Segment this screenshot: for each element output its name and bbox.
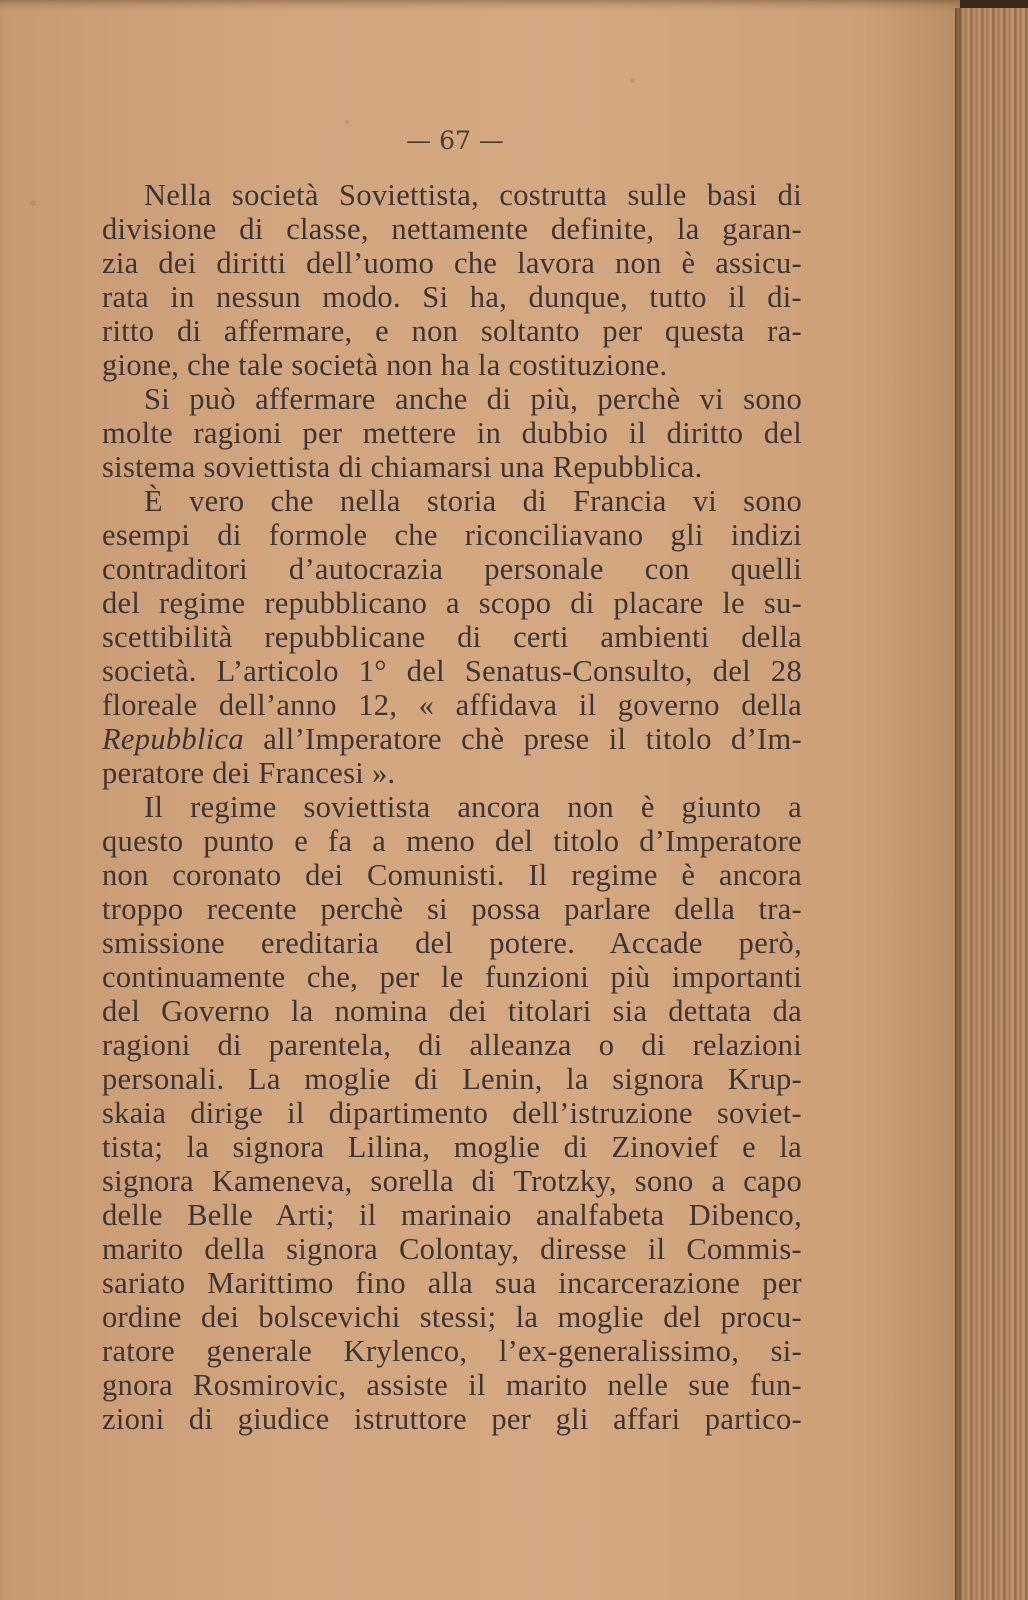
text-line: smissione ereditaria del potere. Accade però,	[102, 926, 802, 960]
text-line: del regime repubblicano a scopo di placare le su-	[102, 586, 802, 620]
text-line: società. L’articolo 1° del Senatus-Consulto, del 28	[102, 654, 802, 688]
text-line: divisione di classe, nettamente definite, la garan-	[102, 212, 802, 246]
text-line: troppo recente perchè si possa parlare della tra-	[102, 892, 802, 926]
paper-stain	[30, 200, 36, 206]
text-line: Repubblica all’Imperatore chè prese il titolo d’Im-	[102, 722, 802, 756]
italic-word: Repubblica	[102, 722, 244, 756]
text-line: continuamente che, per le funzioni più importanti	[102, 960, 802, 994]
text-line: È vero che nella storia di Francia vi sono	[144, 484, 802, 518]
text-line: Si può affermare anche di più, perchè vi sono	[144, 382, 802, 416]
page-number: — 67 —	[406, 126, 504, 155]
text-line: del Governo la nomina dei titolari sia dettata da	[102, 994, 802, 1028]
book-page-edges	[955, 8, 1028, 1600]
text-line: sistema soviettista di chiamarsi una Repubblica.	[102, 450, 703, 484]
text-line: non coronato dei Comunisti. Il regime è ancora	[102, 858, 802, 892]
text-line: gione, che tale società non ha la costituzione.	[102, 348, 668, 382]
page-text	[102, 178, 802, 1436]
text-line: gnora Rosmirovic, assiste il marito nelle sue fun-	[102, 1368, 802, 1402]
text-line: Nella società Soviettista, costrutta sulle basi di	[144, 178, 802, 212]
text-line: signora Kameneva, sorella di Trotzky, sono a capo	[102, 1164, 802, 1198]
text-line: ordine dei bolscevichi stessi; la moglie del procu-	[102, 1300, 802, 1334]
paper-stain	[345, 120, 349, 124]
text-line: zia dei diritti dell’uomo che lavora non è assicu-	[102, 246, 802, 280]
text-line: zioni di giudice istruttore per gli affari partico-	[102, 1402, 802, 1436]
text-line: tista; la signora Lilina, moglie di Zinovief e la	[102, 1130, 802, 1164]
paper-stain	[630, 78, 635, 83]
text-line: peratore dei Francesi ».	[102, 756, 396, 790]
text-line: personali. La moglie di Lenin, la signora Krup-	[102, 1062, 802, 1096]
text-line: sariato Marittimo fino alla sua incarcerazione per	[102, 1266, 802, 1300]
text-line: molte ragioni per mettere in dubbio il diritto del	[102, 416, 802, 450]
text-line: delle Belle Arti; il marinaio analfabeta Dibenco,	[102, 1198, 802, 1232]
text-line: floreale dell’anno 12, « affidava il governo della	[102, 688, 802, 722]
text-line: questo punto e fa a meno del titolo d’Imperatore	[102, 824, 802, 858]
text-line: marito della signora Colontay, diresse il Commis-	[102, 1232, 802, 1266]
text-line: rata in nessun modo. Si ha, dunque, tutto il di-	[102, 280, 802, 314]
text-line: esempi di formole che riconciliavano gli indizi	[102, 518, 802, 552]
text-line: ragioni di parentela, di alleanza o di relazioni	[102, 1028, 802, 1062]
text-line: contraditori d’autocrazia personale con quelli	[102, 552, 802, 586]
text-line: ratore generale Krylenco, l’ex-generalissimo, si-	[102, 1334, 802, 1368]
text-line: scettibilità repubblicane di certi ambienti della	[102, 620, 802, 654]
text-line: ritto di affermare, e non soltanto per questa ra-	[102, 314, 802, 348]
text-line: skaia dirige il dipartimento dell’istruzione soviet-	[102, 1096, 802, 1130]
text-line: Il regime soviettista ancora non è giunto a	[144, 790, 802, 824]
